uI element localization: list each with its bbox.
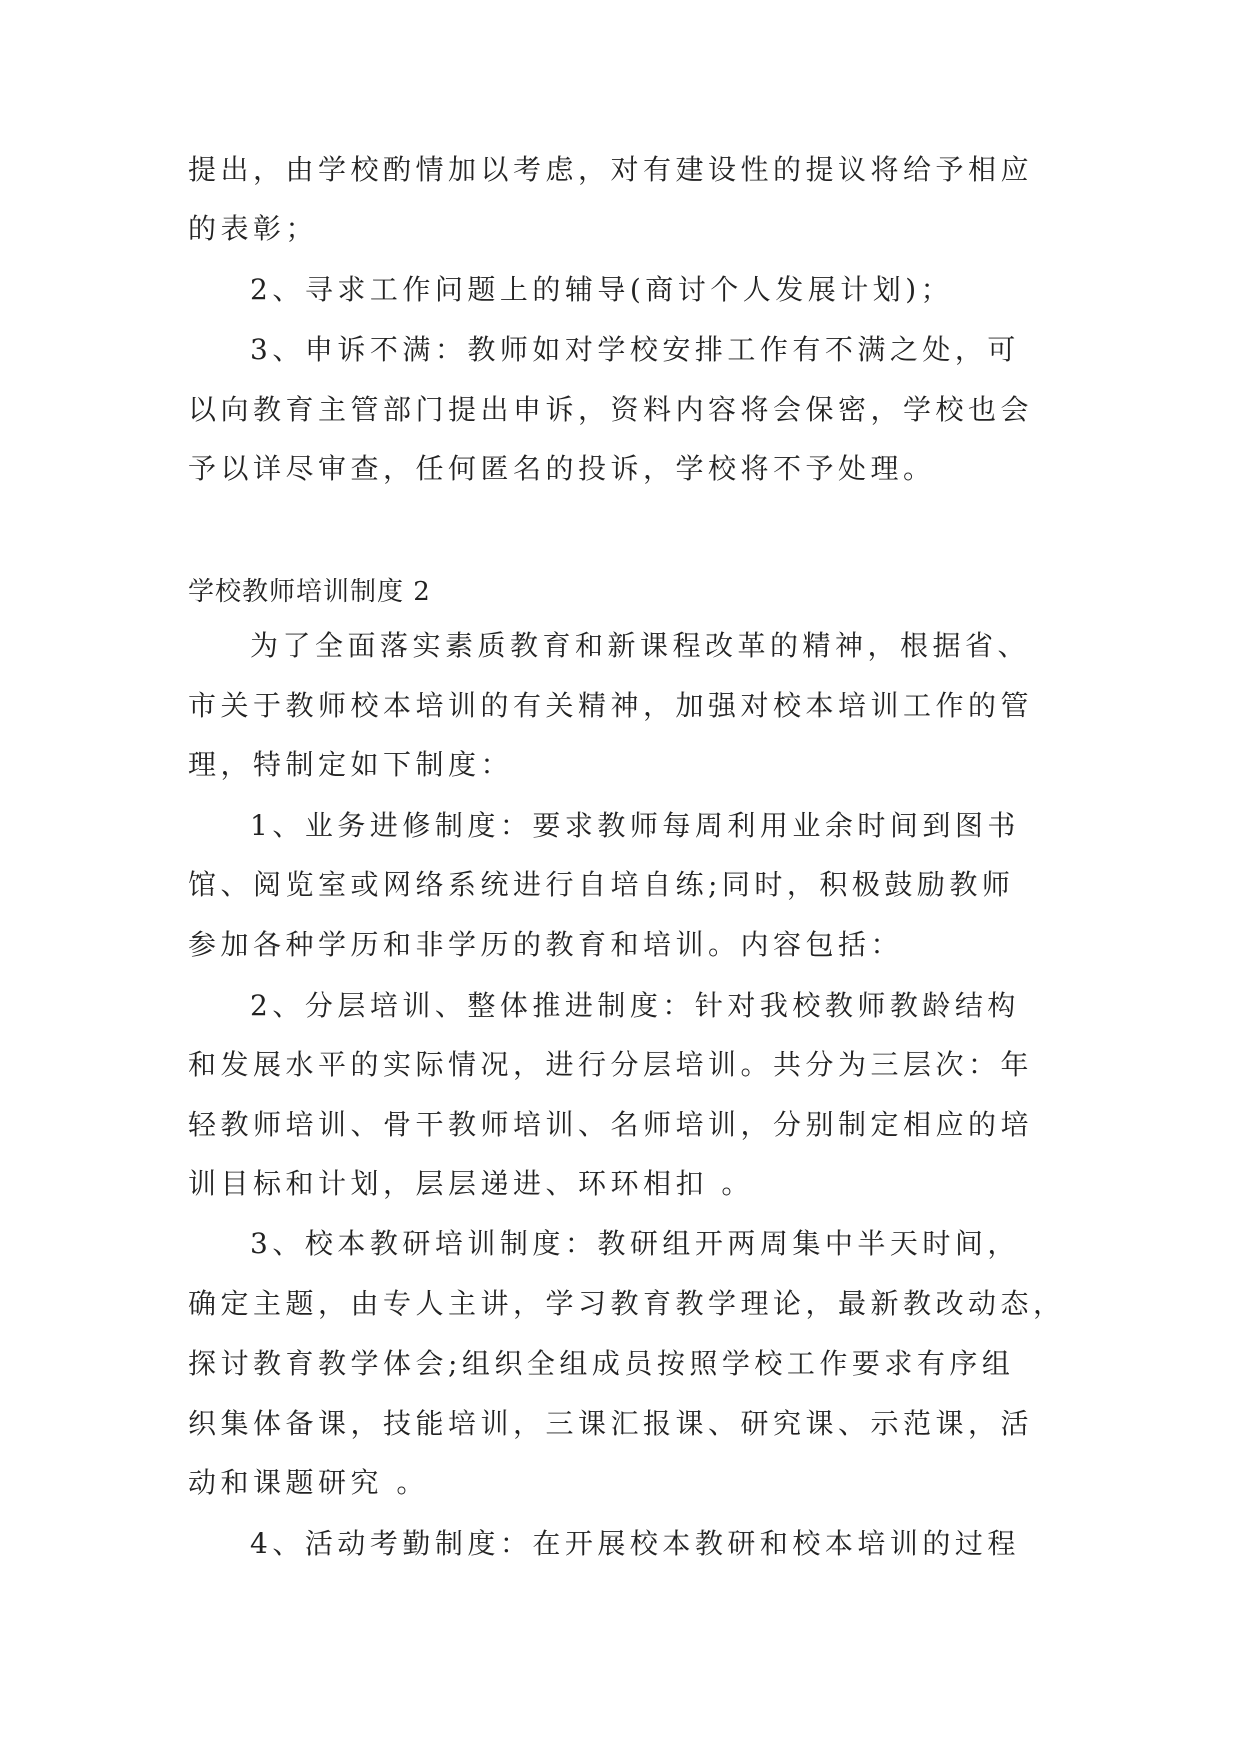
paragraph-line: 参加各种学历和非学历的教育和培训。内容包括：	[188, 928, 904, 961]
list-item-line: 3、校本教研培训制度：教研组开两周集中半天时间，	[250, 1227, 1020, 1260]
list-item-line: 3、申诉不满：教师如对学校安排工作有不满之处，可	[250, 333, 1020, 366]
list-item-line: 4、活动考勤制度：在开展校本教研和校本培训的过程	[250, 1527, 1020, 1560]
paragraph-line: 训目标和计划，层层递进、环环相扣 。	[188, 1167, 754, 1200]
list-item-line: 2、寻求工作问题上的辅导(商讨个人发展计划)；	[250, 273, 954, 306]
paragraph-line: 的表彰；	[188, 212, 319, 245]
paragraph-line: 予以详尽审查，任何匿名的投诉，学校将不予处理。	[188, 452, 936, 485]
paragraph-line: 理，特制定如下制度：	[188, 748, 514, 781]
paragraph-line: 市关于教师校本培训的有关精神，加强对校本培训工作的管	[188, 689, 1034, 722]
paragraph-line: 确定主题，由专人主讲，学习教育教学理论，最新教改动态，	[188, 1287, 1066, 1320]
paragraph-line: 探讨教育教学体会;组织全组成员按照学校工作要求有序组	[188, 1347, 1015, 1380]
paragraph-line: 动和课题研究 。	[188, 1466, 429, 1499]
paragraph-line: 织集体备课，技能培训，三课汇报课、研究课、示范课，活	[188, 1407, 1034, 1440]
section-heading: 学校教师培训制度 2	[188, 577, 431, 607]
paragraph-line: 轻教师培训、骨干教师培训、名师培训，分别制定相应的培	[188, 1108, 1034, 1141]
list-item-line: 1、业务进修制度：要求教师每周利用业余时间到图书	[250, 809, 1020, 842]
paragraph-line: 馆、阅览室或网络系统进行自培自练;同时，积极鼓励教师	[188, 868, 1015, 901]
paragraph-line: 和发展水平的实际情况，进行分层培训。共分为三层次：年	[188, 1048, 1034, 1081]
paragraph-line: 为了全面落实素质教育和新课程改革的精神，根据省、	[250, 629, 1031, 662]
list-item-line: 2、分层培训、整体推进制度：针对我校教师教龄结构	[250, 989, 1020, 1022]
paragraph-line: 提出，由学校酌情加以考虑，对有建设性的提议将给予相应	[188, 153, 1034, 186]
paragraph-line: 以向教育主管部门提出申诉，资料内容将会保密，学校也会	[188, 393, 1034, 426]
